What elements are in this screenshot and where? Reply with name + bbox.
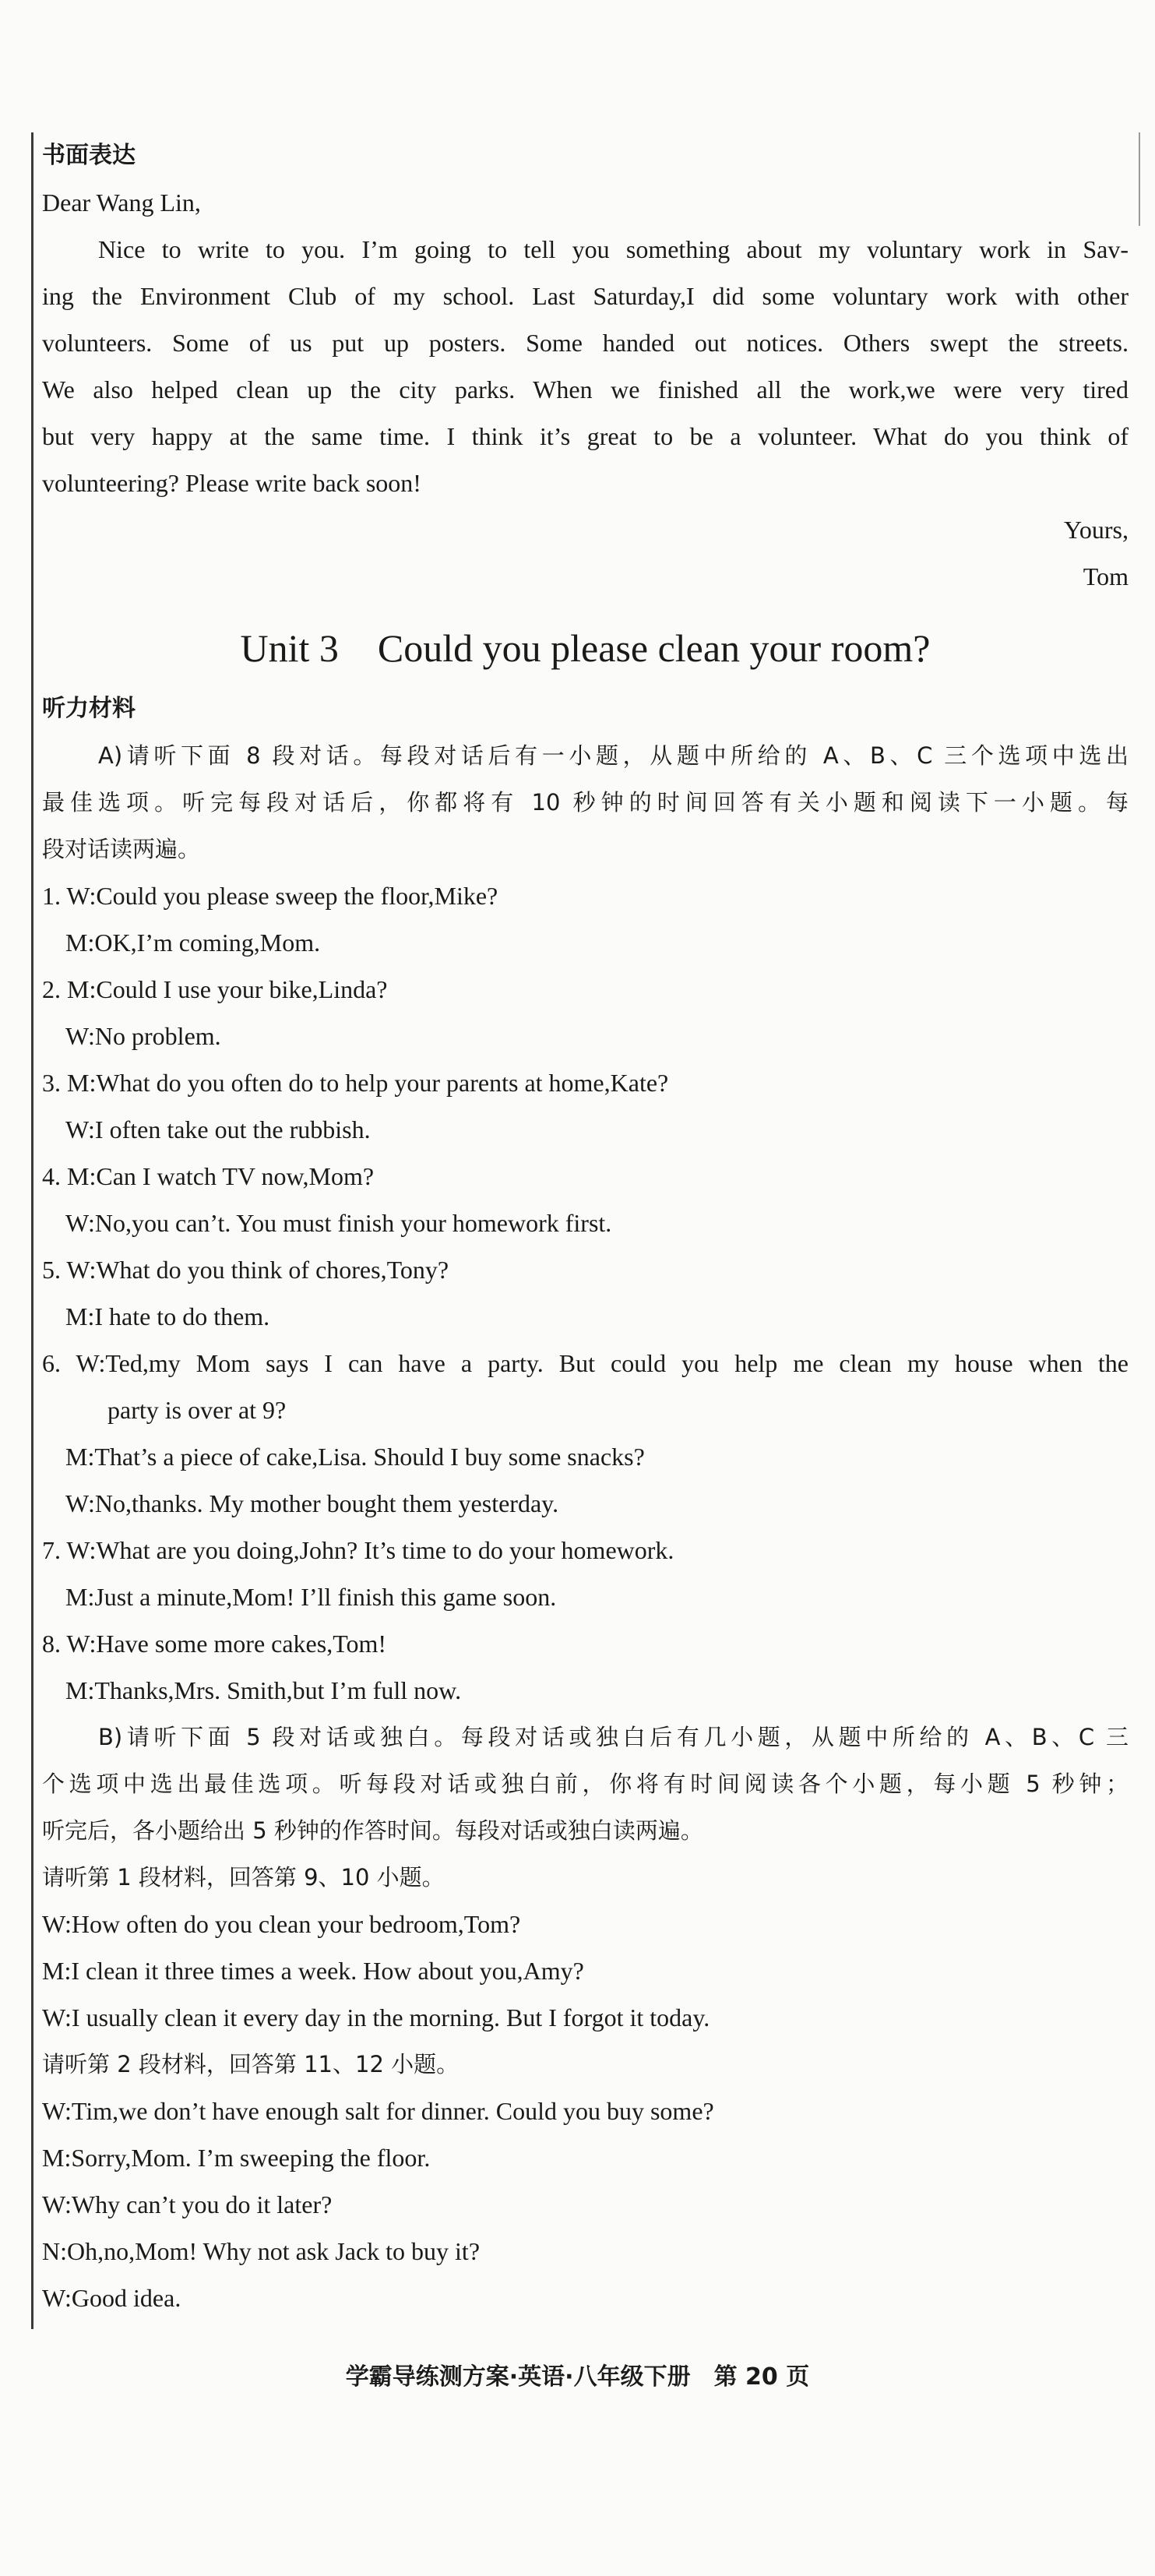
material-line: W:I usually clean it every day in the morning. But I forgot it today. xyxy=(42,2003,710,2032)
right-margin-rule xyxy=(1139,132,1140,226)
letter-line: ing the Environment Club of my school. Last Saturday,I did some voluntary work with other xyxy=(42,282,1129,310)
material-line: W:Why can’t you do it later? xyxy=(42,2190,333,2218)
left-margin-rule xyxy=(31,132,33,2329)
dialogue-line: 2. M:Could I use your bike,Linda? xyxy=(42,975,388,1003)
dialogue-line: 8. W:Have some more cakes,Tom! xyxy=(42,1630,387,1658)
letter-line: but very happy at the same time. I think it’s great to be a volunteer. What do you think of xyxy=(42,422,1129,450)
dialogue-line: 4. M:Can I watch TV now,Mom? xyxy=(42,1162,375,1190)
part-b-instruction: 个选项中选出最佳选项。听每段对话或独白前，你将有时间阅读各个小题，每小题 5 秒钟； xyxy=(42,1771,1129,1797)
unit-title: Unit 3 Could you please clean your room? xyxy=(240,626,931,670)
material-1-intro: 请听第 1 段材料，回答第 9、10 小题。 xyxy=(42,1864,445,1891)
part-b-instruction: 听完后，各小题给出 5 秒钟的作答时间。每段对话或独白读两遍。 xyxy=(42,1817,703,1844)
letter-salutation: Dear Wang Lin, xyxy=(42,189,201,217)
dialogue-line: 7. W:What are you doing,John? It’s time to do your homework. xyxy=(42,1536,674,1564)
part-b-instruction: B)请听下面 5 段对话或独白。每段对话或独白后有几小题，从题中所给的 A、B、C 三 xyxy=(98,1724,1129,1750)
letter-closing: Yours, xyxy=(1063,516,1129,544)
dialogue-line: M:I hate to do them. xyxy=(65,1302,270,1330)
material-line: M:I clean it three times a week. How about you,Amy? xyxy=(42,1957,584,1985)
letter-line: Nice to write to you. I’m going to tell you something about my voluntary work in Sav- xyxy=(98,235,1129,263)
letter-line: We also helped clean up the city parks. When we finished all the work,we were very tired xyxy=(42,375,1129,403)
dialogue-line: 6. W:Ted,my Mom says I can have a party. But could you help me clean my house when the xyxy=(42,1349,1129,1377)
dialogue-line: W:No problem. xyxy=(65,1022,221,1050)
dialogue-line: M:OK,I’m coming,Mom. xyxy=(65,929,321,957)
letter-signature: Tom xyxy=(1083,562,1129,590)
dialogue-line: M:Just a minute,Mom! I’ll finish this game soon. xyxy=(65,1583,557,1611)
material-line: W:Good idea. xyxy=(42,2284,181,2312)
section-heading-listening: 听力材料 xyxy=(42,695,136,722)
dialogue-line: 3. M:What do you often do to help your parents at home,Kate? xyxy=(42,1069,669,1097)
dialogue-line: party is over at 9? xyxy=(107,1396,287,1424)
material-line: N:Oh,no,Mom! Why not ask Jack to buy it? xyxy=(42,2237,481,2265)
dialogue-line: W:No,thanks. My mother bought them yesterday. xyxy=(65,1489,559,1517)
part-a-instruction: A)请听下面 8 段对话。每段对话后有一小题，从题中所给的 A、B、C 三个选项中选出 xyxy=(98,742,1129,769)
page-footer: 学霸导练测方案·英语·八年级下册 第 20 页 xyxy=(345,2363,810,2391)
page-content xyxy=(42,132,1129,2321)
dialogue-line: W:No,you can’t. You must finish your homework first. xyxy=(65,1209,612,1237)
letter-line: volunteering? Please write back soon! xyxy=(42,469,421,497)
material-2-intro: 请听第 2 段材料，回答第 11、12 小题。 xyxy=(42,2051,460,2077)
material-line: W:Tim,we don’t have enough salt for dinner. Could you buy some? xyxy=(42,2097,714,2125)
dialogue-line: W:I often take out the rubbish. xyxy=(65,1115,371,1144)
section-heading-writing: 书面表达 xyxy=(42,142,136,169)
dialogue-line: 5. W:What do you think of chores,Tony? xyxy=(42,1256,449,1284)
material-line: M:Sorry,Mom. I’m sweeping the floor. xyxy=(42,2144,431,2172)
part-a-instruction: 段对话读两遍。 xyxy=(42,836,201,862)
material-line: W:How often do you clean your bedroom,Tom? xyxy=(42,1910,521,1938)
dialogue-line: M:That’s a piece of cake,Lisa. Should I buy some snacks? xyxy=(65,1443,645,1471)
letter-line: volunteers. Some of us put up posters. Some handed out notices. Others swept the streets. xyxy=(42,329,1129,357)
dialogue-line: M:Thanks,Mrs. Smith,but I’m full now. xyxy=(65,1676,462,1704)
part-a-instruction: 最佳选项。听完每段对话后，你都将有 10 秒钟的时间回答有关小题和阅读下一小题。每 xyxy=(42,789,1129,816)
dialogue-line: 1. W:Could you please sweep the floor,Mike? xyxy=(42,882,498,910)
